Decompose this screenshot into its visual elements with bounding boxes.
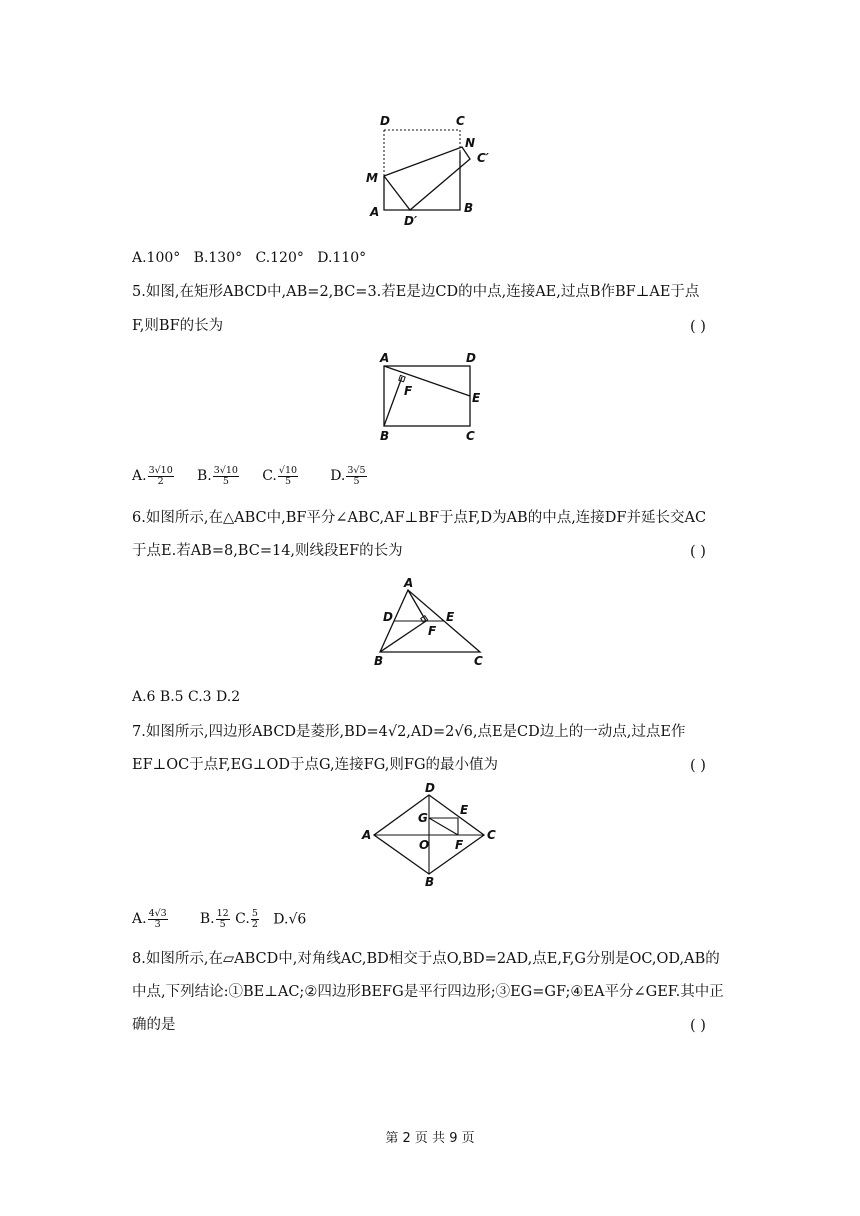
q6-label-A: A (404, 576, 414, 590)
q7-option-d: D.√6 (273, 911, 307, 928)
q5-line-BF (384, 377, 402, 426)
q8-line-1: 8.如图所示,在▱ABCD中,对角线AC,BD相交于点O,BD=2AD,点E,F,G分别是OC,OD,AB的 (132, 951, 720, 967)
q5-line-2: F,则BF的长为 (132, 318, 224, 334)
q4-figure (360, 112, 510, 232)
q7-label-D: D (425, 781, 435, 795)
q6-right-angle (421, 616, 428, 623)
q7-label-C: C (487, 828, 496, 842)
q4-fold (384, 147, 470, 210)
q6-label-E: E (446, 610, 455, 624)
q4-label-C: C (456, 114, 465, 128)
q4-label-D: D (380, 114, 390, 128)
q4-option-b: B.130° (193, 250, 243, 266)
q8-line-3: 确的是 (132, 1017, 176, 1033)
q7-figure (352, 782, 512, 892)
q4-options (132, 251, 366, 265)
q5-answer-paren: ( ) (690, 319, 706, 335)
q5-label-F: F (404, 384, 413, 398)
q5-option-a: A. $\frac{3√10}{2}$ (132, 465, 173, 487)
q5-option-d: D. $\frac{3√5}{5}$ (330, 465, 366, 487)
q7-answer-paren: ( ) (690, 758, 706, 774)
q8-line-2: 中点,下列结论:①BE⊥AC;②四边形BEFG是平行四边形;③EG=GF;④EA平分∠GEF.其中正 (132, 984, 724, 1000)
page-footer: 第 2 页 共 9 页 (385, 1131, 475, 1146)
q5-option-b: B. $\frac{3√10}{5}$ (197, 465, 238, 487)
q5-label-E: E (472, 391, 481, 405)
q4-folded-edge (384, 130, 460, 152)
q7-line-2: EF⊥OC于点F,EG⊥OD于点G,连接FG,则FG的最小值为 (132, 757, 499, 773)
q7-label-F: F (455, 838, 464, 852)
q6-label-C: C (474, 654, 483, 668)
q7-option-a: A. $\frac{4√3}{3}$ (132, 908, 167, 930)
q4-label-C-prime: C′ (477, 151, 489, 165)
q6-line-1: 6.如图所示,在△ABC中,BF平分∠ABC,AF⊥BF于点F,D为AB的中点,连接DF并延长交AC (132, 510, 707, 526)
q6-figure (368, 575, 528, 670)
q5-label-A: A (380, 351, 390, 365)
q7-label-B: B (425, 875, 435, 889)
q4-rect (384, 152, 460, 210)
q7-options (132, 909, 306, 930)
q7-label-A: A (362, 828, 372, 842)
q6-line-2: 于点E.若AB=8,BC=14,则线段EF的长为 (132, 543, 403, 559)
q7-label-E: E (460, 803, 469, 817)
q4-option-c: C.120° (255, 250, 304, 266)
q6-options: A.6 B.5 C.3 D.2 (132, 689, 241, 705)
q5-rect (384, 366, 470, 426)
q7-line-FG (429, 818, 458, 835)
q5-options (132, 466, 368, 487)
q6-answer-paren: ( ) (690, 544, 706, 560)
q5-line-1: 5.如图,在矩形ABCD中,AB=2,BC=3.若E是边CD的中点,连接AE,过点B作BF⊥AE于点 (132, 284, 700, 300)
q5-label-B: B (380, 429, 390, 443)
q6-label-B: B (374, 654, 384, 668)
q8-answer-paren: ( ) (690, 1018, 706, 1034)
q7-option-c: C. $\frac{5}{2}$ (235, 908, 258, 930)
q4-option-a: A.100° (132, 250, 181, 266)
q4-label-N: N (465, 136, 476, 150)
q6-label-D: D (383, 610, 393, 624)
q4-label-B: B (464, 201, 474, 215)
q7-option-b: B. $\frac{12}{5}$ (199, 908, 229, 930)
q6-label-F: F (428, 624, 437, 638)
q4-label-M: M (366, 171, 378, 185)
q7-line-1: 7.如图所示,四边形ABCD是菱形,BD=4√2,AD=2√6,点E是CD边上的一动点,过点E作 (132, 724, 686, 740)
q5-label-C: C (466, 429, 475, 443)
q4-option-d: D.110° (317, 250, 367, 266)
q7-label-G: G (418, 811, 428, 825)
q5-figure (370, 350, 500, 450)
q4-label-D-prime: D′ (404, 214, 418, 228)
q4-label-A: A (370, 205, 380, 219)
q7-label-O: O (419, 838, 430, 852)
q5-label-D: D (466, 351, 476, 365)
q5-option-c: C. $\frac{√10}{5}$ (262, 465, 298, 487)
